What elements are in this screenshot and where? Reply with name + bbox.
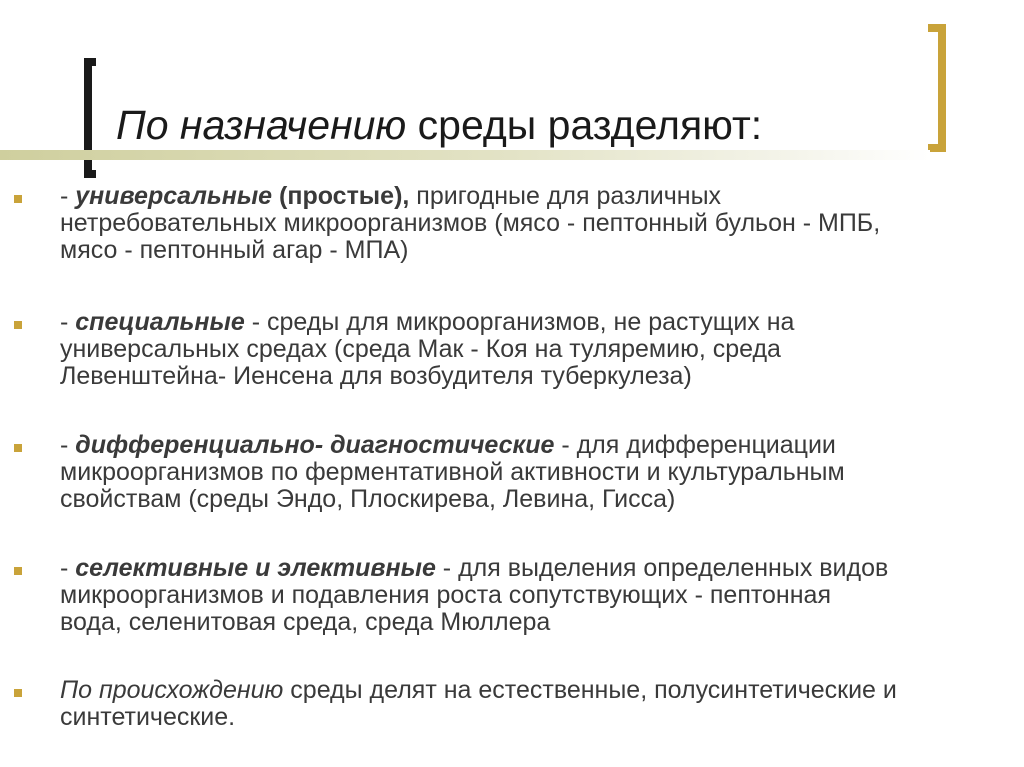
list-item-text bbox=[60, 432, 1020, 513]
left-bracket-decoration bbox=[84, 58, 96, 178]
item-line: - для дифференциации bbox=[554, 431, 836, 459]
bullet-square-icon bbox=[14, 444, 22, 452]
item-term: специальные bbox=[75, 308, 245, 336]
item-term: дифференциально- диагностические bbox=[75, 431, 555, 459]
item-line: нетребовательных микроорганизмов (мясо - пептонный бульон - МПБ, bbox=[60, 209, 881, 237]
item-line: микроорганизмов и подавления роста сопутствующих - пептонная bbox=[60, 581, 831, 609]
right-bracket-decoration bbox=[928, 24, 946, 152]
item-line: синтетические. bbox=[60, 703, 236, 731]
item-line: - среды для микроорганизмов, не растущих на bbox=[244, 308, 795, 336]
title-italic: По назначению bbox=[116, 102, 407, 148]
item-prefix: - bbox=[60, 182, 76, 210]
item-line: вода, селенитовая среда, среда Мюллера bbox=[60, 608, 551, 636]
list-item-text bbox=[60, 309, 1020, 390]
list-item-text bbox=[60, 677, 1020, 731]
item-prefix: - bbox=[60, 431, 76, 459]
item-prefix: - bbox=[60, 308, 76, 336]
item-line: среды делят на естественные, полусинтетические и bbox=[283, 676, 897, 704]
bullet-square-icon bbox=[14, 689, 22, 697]
item-line: Левенштейна- Иенсена для возбудителя туберкулеза) bbox=[60, 362, 692, 390]
item-line: - для выделения определенных видов bbox=[435, 554, 889, 582]
item-term: селективные и элективные bbox=[75, 554, 436, 582]
item-term: универсальные bbox=[75, 182, 273, 210]
item-line: пригодные для различных bbox=[409, 182, 722, 210]
item-line: универсальных средах (среда Мак - Коя на туляремию, среда bbox=[60, 335, 781, 363]
page-title bbox=[116, 100, 762, 150]
bullet-square-icon bbox=[14, 195, 22, 203]
item-prefix: - bbox=[60, 554, 76, 582]
list-item-text bbox=[60, 555, 1020, 636]
title-rest: среды разделяют: bbox=[406, 102, 763, 148]
bullet-square-icon bbox=[14, 567, 22, 575]
title-underline-band bbox=[0, 150, 930, 160]
item-line: мясо - пептонный агар - МПА) bbox=[60, 236, 409, 264]
item-line: микроорганизмов по ферментативной активности и культуральным bbox=[60, 458, 845, 486]
item-line: свойствам (среды Эндо, Плоскирева, Левина, Гисса) bbox=[60, 485, 676, 513]
item-term: По происхождению bbox=[60, 676, 284, 704]
list-item-text bbox=[60, 183, 1020, 264]
bullet-square-icon bbox=[14, 321, 22, 329]
item-term-suffix: (простые), bbox=[272, 182, 410, 210]
